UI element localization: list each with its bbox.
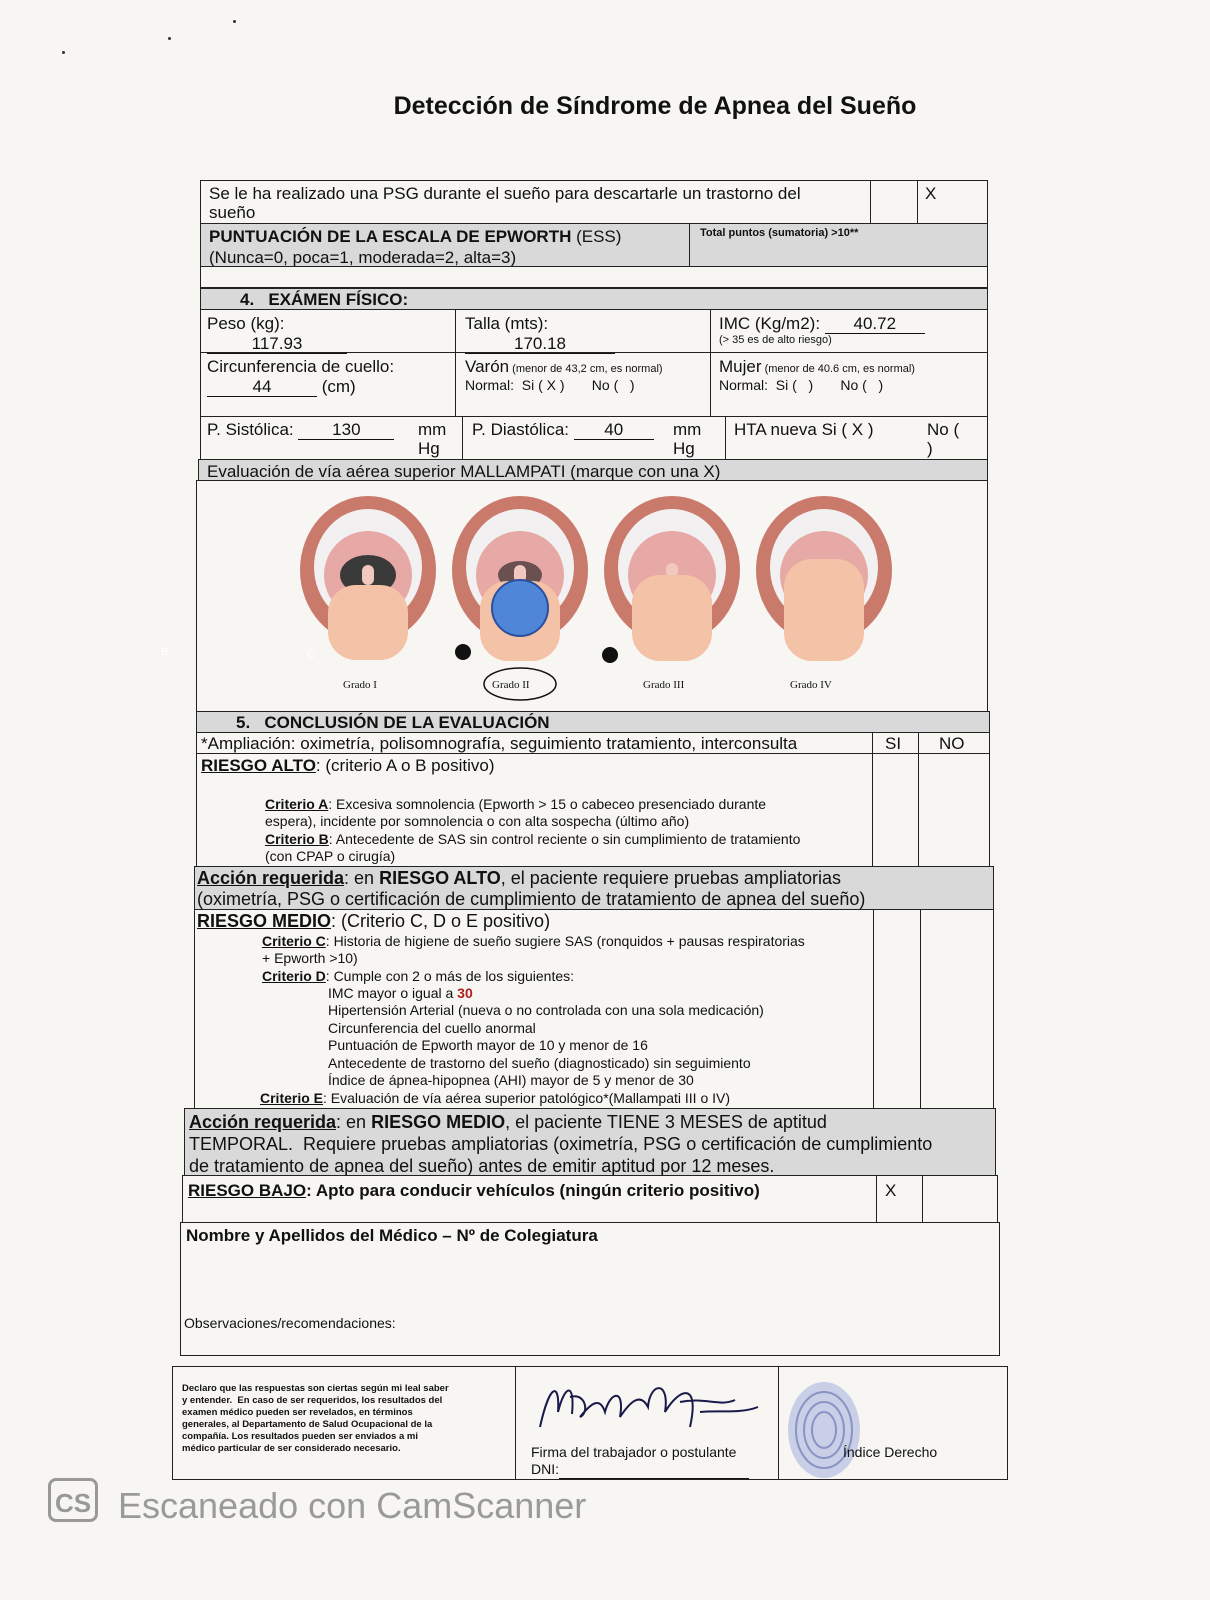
mallampati-grade-3-icon bbox=[604, 496, 740, 661]
riesgo-bajo-mark: X bbox=[885, 1181, 897, 1200]
accion-medio-text: Acción requerida: en RIESGO MEDIO, el paciente TIENE 3 MESES de aptitud TEMPORAL. Requiere pruebas ampliatorias (oximetría, PSG o certificación de cumplimiento de tratamiento de apnea del sueño) antes de emitir aptitud por 12 meses. bbox=[189, 1112, 933, 1176]
varon-label: Varón (menor de 43,2 cm, es normal) bbox=[465, 357, 663, 376]
conclusion-section: 5. CONCLUSIÓN DE LA EVALUACIÓN bbox=[236, 713, 550, 732]
si-header: SI bbox=[885, 734, 902, 753]
psg-question: Se le ha realizado una PSG durante el sueño para descartarle un trastorno del sueño bbox=[209, 184, 801, 222]
camscanner-watermark: Escaneado con CamScanner bbox=[118, 1485, 587, 1526]
indice-label: Índice Derecho bbox=[843, 1444, 938, 1460]
sistolica-field: P. Sistólica: 130 bbox=[207, 420, 394, 440]
signature-icon bbox=[530, 1372, 760, 1442]
declaracion-text: Declaro que las respuestas son ciertas según mi leal saber y entender. En caso de ser requeridos, los resultados del examen médico pueden ser revelados, en términos generales, al Departamento de Salud Ocupacional de la compañía. Los resultados pueden ser enviados a mi médico particular de ser considerado necesario. bbox=[182, 1383, 449, 1454]
criterio-d-item-3: Circunferencia del cuello anormal bbox=[328, 1020, 536, 1036]
speck bbox=[168, 37, 171, 40]
no-header: NO bbox=[939, 734, 965, 753]
criterio-a: Criterio A: Excesiva somnolencia (Epworth > 15 o cabeceo presenciado durante espera), incidente por somnolencia o con alta sospecha (último año) bbox=[265, 796, 767, 829]
speck bbox=[62, 51, 65, 54]
hta-no: No ( ) bbox=[927, 420, 960, 458]
cuello-field: 44 (cm) bbox=[207, 377, 356, 397]
sistolica-unit: mm Hg bbox=[418, 420, 447, 458]
psg-answer: X bbox=[925, 184, 937, 203]
epworth-total: Total puntos (sumatoria) >10** bbox=[700, 227, 859, 239]
marker-c-icon bbox=[602, 647, 618, 663]
criterio-e: Criterio E: Evaluación de vía aérea superior patológico*(Mallampati III o IV) bbox=[260, 1090, 731, 1106]
epworth-blank bbox=[200, 266, 988, 288]
firma-label: Firma del trabajador o postulante bbox=[531, 1444, 737, 1460]
diastolica-unit: mm Hg bbox=[673, 420, 702, 458]
epworth-scale: (Nunca=0, poca=1, moderada=2, alta=3) bbox=[209, 248, 517, 267]
mallampati-label: Evaluación de vía aérea superior MALLAMPATI (marque con una X) bbox=[207, 462, 721, 481]
riesgo-alto-title: RIESGO ALTO: (criterio A o B positivo) bbox=[201, 756, 495, 775]
page-title: Detección de Síndrome de Apnea del Sueño bbox=[393, 92, 917, 120]
varon-normal: Normal: Si ( X ) No ( ) bbox=[465, 377, 635, 393]
mujer-normal: Normal: Si ( ) No ( ) bbox=[719, 377, 884, 393]
criterio-d: Criterio D: Cumple con 2 o más de los siguientes: bbox=[262, 968, 575, 984]
exam-section: 4. EXÁMEN FÍSICO: bbox=[240, 290, 409, 309]
peso-label: Peso (kg): bbox=[207, 314, 285, 333]
criterio-b: Criterio B: Antecedente de SAS sin control reciente o sin cumplimiento de tratamiento (con CPAP o cirugía) bbox=[265, 831, 801, 864]
criterio-d-item-4: Puntuación de Epworth mayor de 10 y menor de 16 bbox=[328, 1037, 648, 1053]
talla-label: Talla (mts): bbox=[465, 314, 549, 333]
hta-field: HTA nueva Si ( X ) bbox=[734, 420, 874, 439]
cuello-label: Circunferencia de cuello: bbox=[207, 357, 395, 376]
riesgo-bajo-text: RIESGO BAJO: Apto para conducir vehículos (ningún criterio positivo) bbox=[188, 1181, 760, 1200]
marker-c: C bbox=[307, 649, 315, 661]
criterio-d-item-5: Antecedente de trastorno del sueño (diagnosticado) sin seguimiento bbox=[328, 1055, 751, 1071]
marker-b-icon bbox=[455, 644, 471, 660]
peso-field: 117.93 bbox=[207, 334, 347, 354]
criterio-d-item-1: IMC mayor o igual a 30 bbox=[328, 985, 473, 1001]
mallampati-illustrations bbox=[298, 495, 898, 705]
criterio-c: Criterio C: Historia de higiene de sueño sugiere SAS (ronquidos + pausas respiratorias + Epworth >10) bbox=[262, 933, 805, 966]
speck bbox=[233, 20, 236, 23]
imc-note: (> 35 es de alto riesgo) bbox=[719, 334, 832, 346]
grade-3-label: Grado III bbox=[643, 679, 685, 691]
dni-label: DNI: bbox=[531, 1461, 749, 1479]
grade-2-label: Grado II bbox=[492, 679, 530, 691]
criterio-d-item-6: Índice de ápnea-hipopnea (AHI) mayor de 5 y menor de 30 bbox=[328, 1072, 694, 1088]
marker-b: B bbox=[161, 646, 169, 658]
mujer-label: Mujer (menor de 40.6 cm, es normal) bbox=[719, 357, 915, 376]
mallampati-grade-4-icon bbox=[756, 496, 892, 661]
grade-4-label: Grado IV bbox=[790, 679, 832, 691]
mallampati-grade-1-icon bbox=[300, 496, 436, 660]
observaciones-label: Observaciones/recomendaciones: bbox=[184, 1315, 396, 1331]
criterio-d-item-2: Hipertensión Arterial (nueva o no controlada con una sola medicación) bbox=[328, 1002, 764, 1018]
riesgo-medio-title: RIESGO MEDIO: (Criterio C, D o E positivo) bbox=[197, 911, 551, 931]
talla-field: 170.18 bbox=[465, 334, 615, 354]
diastolica-field: P. Diastólica: 40 bbox=[472, 420, 654, 440]
medico-label: Nombre y Apellidos del Médico – Nº de Colegiatura bbox=[186, 1226, 598, 1245]
fingerprint-icon bbox=[782, 1375, 867, 1485]
mallampati-grade-2-icon bbox=[452, 496, 588, 661]
epworth-title: PUNTUACIÓN DE LA ESCALA DE EPWORTH (ESS) bbox=[209, 227, 622, 246]
accion-alto-text: Acción requerida: en RIESGO ALTO, el paciente requiere pruebas ampliatorias (oximetría, PSG o certificación de cumplimiento de tratamiento de apnea del sueño) bbox=[197, 868, 866, 909]
camscanner-logo-icon: CS bbox=[48, 1478, 98, 1522]
ampliacion-text: *Ampliación: oximetría, polisomnografía, seguimiento tratamiento, interconsulta bbox=[201, 734, 798, 753]
grade-1-label: Grado I bbox=[343, 679, 377, 691]
imc-field: IMC (Kg/m2): 40.72 bbox=[719, 314, 925, 334]
